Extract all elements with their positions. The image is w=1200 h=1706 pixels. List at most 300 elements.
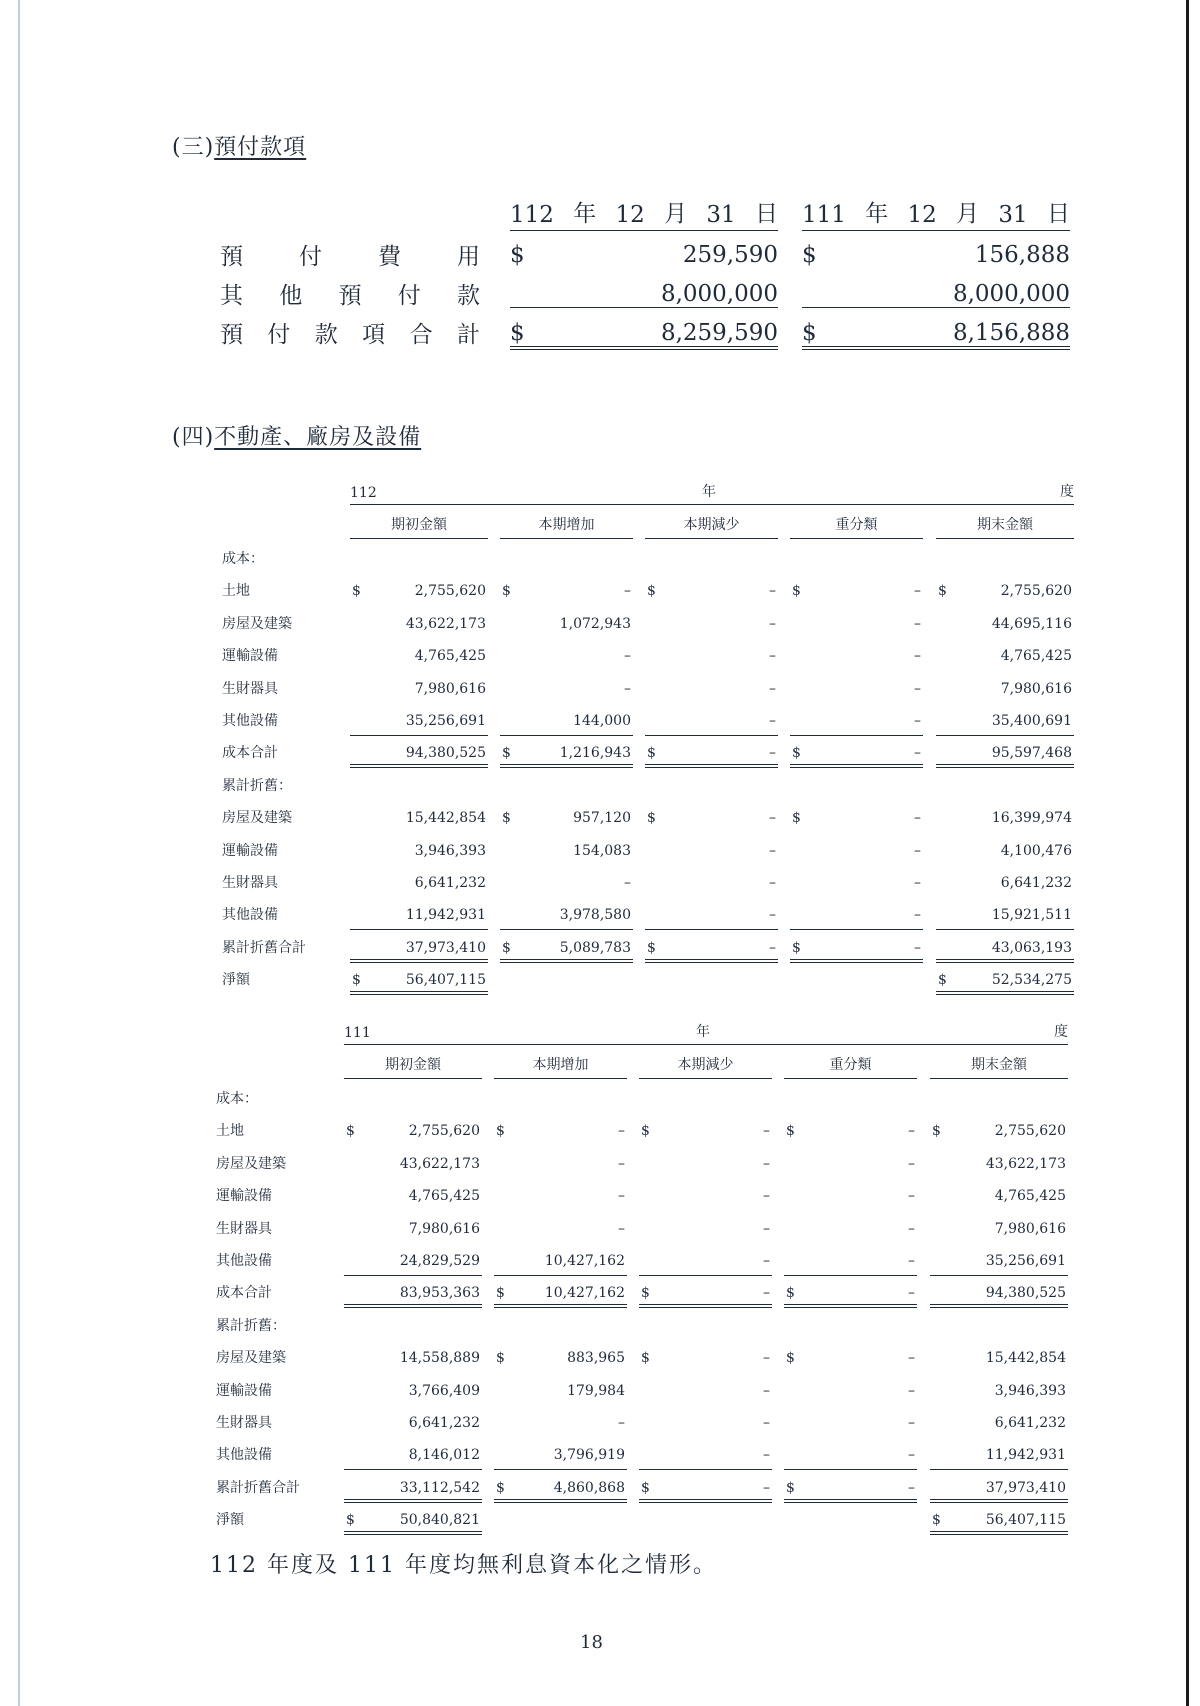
date-header-2022 (802, 196, 1070, 231)
ppe-table-2022 (216, 1022, 1071, 1529)
amount-value: – (618, 1220, 625, 1237)
amount-cell (930, 1473, 1068, 1503)
amount-value: – (914, 939, 921, 956)
row-label: 生財器具 (222, 680, 278, 697)
date-part: 日 (754, 201, 778, 227)
label-char: 預 (338, 283, 362, 309)
currency-sign: $ (792, 583, 801, 600)
amount-cell (494, 1440, 627, 1470)
date-part: 月 (956, 201, 980, 227)
row-label: 累計折舊合計 (216, 1479, 300, 1496)
amount-cell (645, 706, 778, 736)
amount-value: 957,120 (573, 810, 631, 827)
currency-sign: $ (510, 242, 525, 268)
amount-cell (500, 706, 633, 736)
row-label: 成本： (222, 551, 264, 567)
year-char: 度 (1054, 1024, 1068, 1040)
amount-cell (802, 312, 1070, 350)
date-part: 12 (907, 202, 937, 228)
currency-sign: $ (496, 1479, 505, 1496)
amount-value: 11,942,931 (405, 907, 486, 924)
currency-sign: $ (510, 320, 525, 346)
amount-cell (645, 836, 778, 866)
year-number: 111 (344, 1025, 371, 1041)
amount-value: 5,089,783 (559, 939, 631, 956)
amount-cell (784, 1149, 917, 1179)
amount-cell (639, 1408, 772, 1438)
amount-value: 7,980,616 (994, 1220, 1066, 1237)
amount-value: 94,380,525 (405, 745, 486, 762)
fiscal-year-header (344, 1022, 1068, 1045)
amount-value: – (769, 680, 776, 697)
row-label: 生財器具 (216, 1415, 272, 1431)
amount-cell (344, 1181, 482, 1211)
amount-cell (500, 738, 633, 768)
amount-value: – (769, 583, 776, 600)
amount-cell (784, 1343, 917, 1373)
amount-value: – (763, 1123, 770, 1140)
amount-value: 43,063,193 (991, 939, 1072, 956)
amount-cell (350, 738, 488, 768)
amount-value: 8,146,012 (408, 1447, 480, 1464)
amount-value: – (624, 648, 631, 665)
amount-value: 2,755,620 (994, 1123, 1066, 1140)
amount-value: – (769, 907, 776, 924)
amount-value: 56,407,115 (405, 972, 486, 989)
date-part: 年 (573, 201, 597, 227)
prepay-row (220, 312, 1090, 348)
amount-value: 156,888 (974, 242, 1070, 268)
row-label (220, 277, 480, 310)
amount-cell (639, 1116, 772, 1146)
currency-sign: $ (786, 1285, 795, 1302)
amount-cell (500, 641, 633, 671)
amount-cell (930, 1408, 1068, 1438)
amount-cell (494, 1181, 627, 1211)
amount-value: 4,860,868 (553, 1479, 625, 1496)
amount-cell (500, 868, 633, 898)
amount-cell (936, 900, 1074, 930)
amount-cell (784, 1408, 917, 1438)
column-header: 重分類 (790, 512, 923, 539)
amount-cell (645, 803, 778, 833)
amount-value: 259,590 (682, 242, 778, 268)
amount-value: 6,641,232 (994, 1415, 1066, 1431)
currency-sign: $ (932, 1512, 941, 1529)
amount-value: – (769, 842, 776, 859)
amount-value: – (618, 1155, 625, 1172)
amount-cell (500, 609, 633, 639)
row-label: 其他設備 (222, 713, 278, 729)
amount-value: 883,965 (567, 1350, 625, 1367)
amount-value: – (618, 1123, 625, 1140)
column-header: 本期增加 (500, 512, 633, 539)
amount-value: 11,942,931 (985, 1447, 1066, 1464)
amount-value: – (763, 1155, 770, 1172)
amount-cell (500, 803, 633, 833)
amount-value: – (763, 1285, 770, 1302)
amount-value: 33,112,542 (399, 1479, 480, 1496)
amount-value: – (914, 713, 921, 729)
amount-value: 35,256,691 (985, 1253, 1066, 1269)
column-header: 期初金額 (350, 512, 488, 539)
amount-value: – (624, 583, 631, 600)
amount-cell (784, 1214, 917, 1244)
amount-cell (639, 1473, 772, 1503)
amount-value: – (908, 1285, 915, 1302)
amount-cell (790, 576, 923, 606)
amount-value: – (914, 615, 921, 632)
amount-value: 43,622,173 (985, 1155, 1066, 1172)
amount-cell (802, 273, 1070, 308)
amount-value: – (624, 680, 631, 697)
amount-cell (784, 1376, 917, 1406)
currency-sign: $ (502, 745, 511, 762)
label-char: 付 (299, 244, 322, 270)
label-char: 計 (456, 322, 480, 348)
amount-value: 10,427,162 (544, 1253, 625, 1269)
amount-cell (790, 706, 923, 736)
amount-cell (790, 836, 923, 866)
amount-cell (930, 1440, 1068, 1470)
amount-cell (784, 1473, 917, 1503)
row-label: 房屋及建築 (216, 1155, 286, 1172)
currency-sign: $ (938, 972, 947, 989)
amount-value: 10,427,162 (544, 1285, 625, 1302)
amount-value: 52,534,275 (991, 972, 1072, 989)
currency-sign: $ (641, 1123, 650, 1140)
currency-sign: $ (802, 242, 817, 268)
section-number: (三) (172, 135, 215, 160)
currency-sign: $ (496, 1123, 505, 1140)
amount-cell (790, 803, 923, 833)
amount-cell (784, 1181, 917, 1211)
amount-value: 2,755,620 (414, 583, 486, 600)
amount-value: 3,946,393 (414, 842, 486, 859)
amount-cell (930, 1278, 1068, 1308)
amount-cell (936, 674, 1074, 704)
amount-cell (350, 803, 488, 833)
amount-cell (344, 1246, 482, 1276)
amount-value: – (914, 842, 921, 859)
label-char: 其 (220, 283, 243, 309)
amount-cell (936, 576, 1074, 606)
row-label: 生財器具 (222, 875, 278, 891)
amount-value: – (769, 648, 776, 665)
amount-value: – (769, 745, 776, 762)
amount-value: 8,000,000 (952, 281, 1070, 307)
amount-cell (500, 836, 633, 866)
amount-cell (790, 933, 923, 963)
amount-value: – (908, 1123, 915, 1140)
amount-cell (790, 674, 923, 704)
amount-value: – (914, 648, 921, 665)
amount-value: – (908, 1447, 915, 1464)
date-part: 日 (1046, 201, 1070, 227)
amount-cell (645, 576, 778, 606)
label-char: 款 (457, 283, 480, 309)
label-char: 款 (314, 322, 338, 348)
amount-value: – (908, 1253, 915, 1269)
amount-cell (494, 1214, 627, 1244)
year-char: 年 (702, 484, 716, 500)
amount-cell (639, 1181, 772, 1211)
amount-cell (350, 900, 488, 930)
amount-value: 4,100,476 (1000, 842, 1072, 859)
amount-value: 7,980,616 (1000, 680, 1072, 697)
amount-cell (645, 641, 778, 671)
amount-cell (784, 1116, 917, 1146)
currency-sign: $ (786, 1350, 795, 1367)
currency-sign: $ (496, 1350, 505, 1367)
amount-value: – (763, 1350, 770, 1367)
amount-value: 8,156,888 (952, 320, 1070, 346)
amount-cell (510, 234, 778, 268)
amount-value: 16,399,974 (991, 810, 1072, 827)
amount-value: 8,259,590 (660, 320, 778, 346)
label-char: 預 (220, 244, 243, 270)
amount-cell (344, 1214, 482, 1244)
amount-value: – (763, 1382, 770, 1399)
amount-cell (790, 868, 923, 898)
column-header: 本期減少 (645, 512, 778, 539)
amount-value: 4,765,425 (414, 648, 486, 665)
amount-cell (344, 1343, 482, 1373)
amount-value: – (908, 1155, 915, 1172)
amount-value: 4,765,425 (408, 1188, 480, 1205)
row-label: 土地 (216, 1123, 244, 1140)
amount-cell (510, 273, 778, 308)
amount-value: 7,980,616 (414, 680, 486, 697)
date-part: 12 (615, 202, 645, 228)
amount-cell (936, 706, 1074, 736)
amount-cell (344, 1440, 482, 1470)
amount-cell (784, 1440, 917, 1470)
amount-cell (494, 1116, 627, 1146)
amount-value: – (914, 583, 921, 600)
amount-value: – (618, 1415, 625, 1431)
amount-cell (350, 576, 488, 606)
amount-cell (639, 1376, 772, 1406)
amount-value: 24,829,529 (399, 1253, 480, 1269)
amount-cell (350, 706, 488, 736)
amount-value: 94,380,525 (985, 1285, 1066, 1302)
amount-cell (639, 1278, 772, 1308)
amount-value: – (914, 810, 921, 827)
amount-cell (930, 1214, 1068, 1244)
column-header: 期末金額 (936, 512, 1074, 539)
row-label: 運輸設備 (222, 842, 278, 859)
year-char: 年 (696, 1024, 710, 1040)
amount-value: – (908, 1350, 915, 1367)
amount-value: 37,973,410 (985, 1479, 1066, 1496)
section-heading-ppe (172, 420, 421, 451)
amount-cell (350, 933, 488, 963)
amount-cell (802, 234, 1070, 268)
amount-value: 154,083 (573, 842, 631, 859)
label-char: 用 (457, 244, 480, 270)
currency-sign: $ (641, 1285, 650, 1302)
row-label: 運輸設備 (216, 1382, 272, 1399)
amount-cell (936, 609, 1074, 639)
row-label: 房屋及建築 (222, 810, 292, 827)
currency-sign: $ (802, 320, 817, 346)
amount-cell (790, 609, 923, 639)
currency-sign: $ (352, 583, 361, 600)
amount-cell (645, 738, 778, 768)
amount-cell (500, 900, 633, 930)
amount-value: 2,755,620 (408, 1123, 480, 1140)
currency-sign: $ (932, 1123, 941, 1140)
currency-sign: $ (346, 1512, 355, 1529)
prepay-row (220, 234, 1090, 270)
amount-cell (494, 1376, 627, 1406)
amount-cell (936, 641, 1074, 671)
amount-value: – (624, 875, 631, 891)
amount-value: 144,000 (573, 713, 631, 729)
date-part: 111 (802, 202, 846, 228)
year-char: 度 (1060, 484, 1074, 500)
amount-value: 2,755,620 (1000, 583, 1072, 600)
row-label: 生財器具 (216, 1220, 272, 1237)
row-label: 房屋及建築 (216, 1350, 286, 1367)
amount-value: – (914, 907, 921, 924)
row-label: 房屋及建築 (222, 615, 292, 632)
date-part: 31 (998, 202, 1028, 228)
column-header: 本期減少 (639, 1052, 772, 1079)
amount-value: 95,597,468 (991, 745, 1072, 762)
amount-value: – (763, 1479, 770, 1496)
amount-cell (350, 868, 488, 898)
currency-sign: $ (502, 583, 511, 600)
amount-cell (790, 641, 923, 671)
amount-value: – (769, 939, 776, 956)
page-number: 18 (580, 1632, 603, 1653)
amount-cell (344, 1505, 482, 1535)
amount-cell (494, 1343, 627, 1373)
amount-value: – (618, 1188, 625, 1205)
amount-value: 44,695,116 (991, 615, 1072, 632)
amount-value: 43,622,173 (399, 1155, 480, 1172)
amount-cell (930, 1343, 1068, 1373)
amount-cell (645, 609, 778, 639)
currency-sign: $ (786, 1479, 795, 1496)
amount-value: 15,442,854 (405, 810, 486, 827)
amount-cell (350, 965, 488, 995)
amount-cell (344, 1149, 482, 1179)
footer-note: 112 年度及 111 年度均無利息資本化之情形。 (210, 1553, 717, 1578)
amount-cell (790, 900, 923, 930)
amount-value: 15,921,511 (991, 907, 1072, 924)
column-header: 期末金額 (930, 1052, 1068, 1079)
row-label: 成本合計 (216, 1285, 272, 1302)
amount-cell (344, 1376, 482, 1406)
row-label: 運輸設備 (216, 1188, 272, 1205)
amount-value: 35,256,691 (405, 713, 486, 729)
section-title: 不動產、廠房及設備 (214, 425, 422, 450)
label-char: 費 (378, 244, 401, 270)
amount-cell (930, 1376, 1068, 1406)
column-header: 本期增加 (494, 1052, 627, 1079)
amount-cell (936, 836, 1074, 866)
row-label: 土地 (222, 583, 250, 600)
date-part: 月 (664, 201, 688, 227)
amount-value: 3,978,580 (559, 907, 631, 924)
amount-value: 4,765,425 (994, 1188, 1066, 1205)
amount-cell (936, 868, 1074, 898)
label-char: 預 (220, 322, 243, 348)
amount-cell (639, 1440, 772, 1470)
amount-cell (494, 1473, 627, 1503)
amount-value: 7,980,616 (408, 1220, 480, 1237)
amount-value: – (769, 615, 776, 632)
amount-value: 6,641,232 (408, 1415, 480, 1431)
amount-value: 43,622,173 (405, 615, 486, 632)
currency-sign: $ (346, 1123, 355, 1140)
date-part: 年 (865, 201, 889, 227)
amount-value: – (763, 1253, 770, 1269)
row-label: 累計折舊： (216, 1317, 286, 1334)
amount-value: – (769, 810, 776, 827)
row-label: 累計折舊合計 (222, 939, 306, 956)
column-header: 重分類 (784, 1052, 917, 1079)
amount-cell (344, 1473, 482, 1503)
amount-value: 37,973,410 (405, 939, 486, 956)
amount-cell (500, 674, 633, 704)
amount-value: 179,984 (567, 1382, 625, 1399)
date-part: 112 (510, 202, 554, 228)
row-label: 累計折舊： (222, 777, 292, 794)
currency-sign: $ (792, 745, 801, 762)
currency-sign: $ (647, 745, 656, 762)
year-number: 112 (350, 485, 377, 501)
amount-cell (344, 1408, 482, 1438)
amount-cell (639, 1214, 772, 1244)
ppe-table-2023 (222, 482, 1077, 989)
amount-cell (494, 1246, 627, 1276)
amount-cell (930, 1505, 1068, 1535)
amount-cell (784, 1278, 917, 1308)
row-label: 其他設備 (222, 907, 278, 924)
section-heading-prepayments (172, 130, 306, 161)
amount-value: – (914, 875, 921, 891)
amount-value: – (763, 1220, 770, 1237)
currency-sign: $ (647, 810, 656, 827)
amount-value: 3,946,393 (994, 1382, 1066, 1399)
amount-value: 50,840,821 (399, 1512, 480, 1529)
amount-value: – (908, 1382, 915, 1399)
amount-cell (639, 1246, 772, 1276)
amount-cell (645, 900, 778, 930)
amount-cell (936, 965, 1074, 995)
currency-sign: $ (502, 810, 511, 827)
amount-value: – (763, 1447, 770, 1464)
scan-right-edge (1186, 0, 1189, 1706)
amount-cell (344, 1278, 482, 1308)
amount-cell (784, 1246, 917, 1276)
amount-value: – (763, 1188, 770, 1205)
label-char: 付 (267, 322, 291, 348)
row-label: 成本合計 (222, 745, 278, 762)
currency-sign: $ (641, 1350, 650, 1367)
amount-value: – (763, 1415, 770, 1431)
label-char: 合 (409, 322, 433, 348)
row-label: 其他設備 (216, 1447, 272, 1464)
amount-cell (930, 1246, 1068, 1276)
currency-sign: $ (647, 583, 656, 600)
amount-cell (790, 738, 923, 768)
amount-value: 15,442,854 (985, 1350, 1066, 1367)
